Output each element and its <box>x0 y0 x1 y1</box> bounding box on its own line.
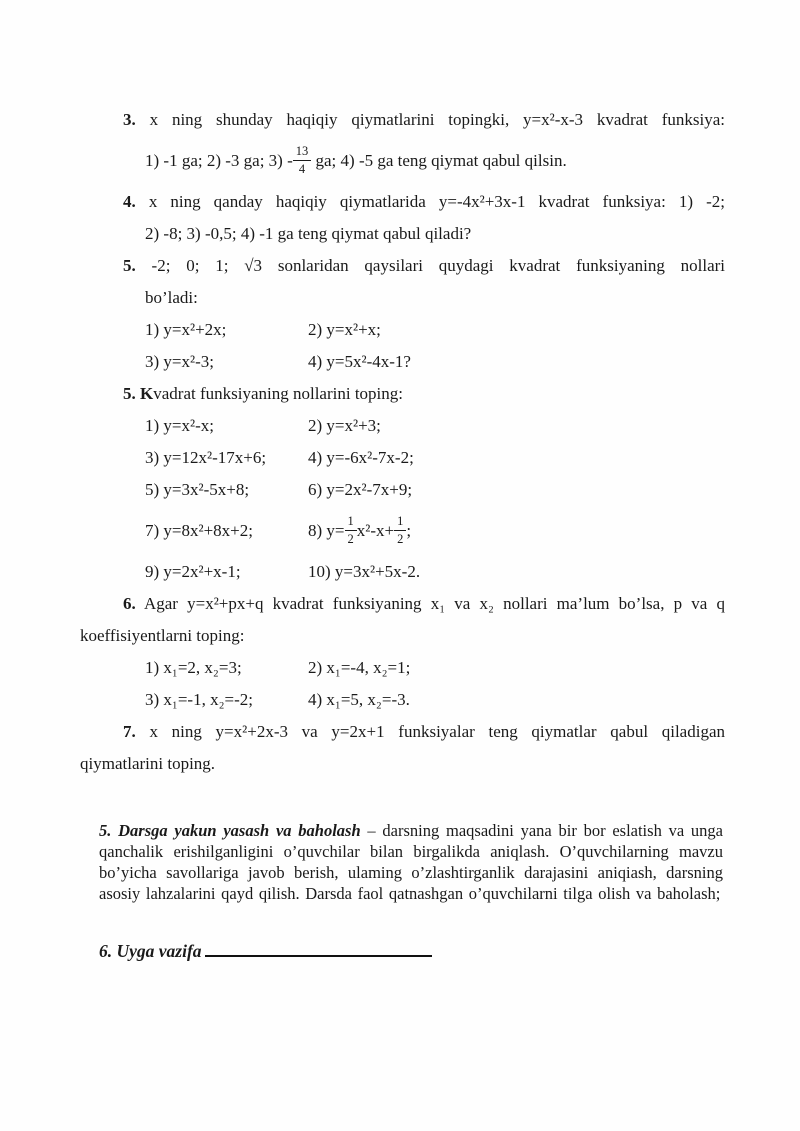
option-item: 2) x₁=-4, x₂=1; <box>308 658 411 677</box>
homework-label: 6. Uyga vazifa <box>99 941 202 961</box>
problem-5-text: -2; 0; 1; √3 sonlaridan qaysilari quydagi kvadrat funksiyaning nollari <box>135 256 725 275</box>
problem-4-number: 4. <box>123 192 136 211</box>
problem-4-intro <box>80 186 725 218</box>
problem-6-options-row-2 <box>80 684 725 716</box>
problem-5b-options-row-4 <box>80 506 725 556</box>
problem-6-intro <box>80 588 725 620</box>
lesson-summary-paragraph <box>99 820 723 904</box>
fraction-denominator: 2 <box>397 531 404 546</box>
problem-4-text: x ning qanday haqiqiy qiymatlarida y=-4x²+3x-1 kvadrat funksiya: 1) -2; <box>135 192 725 211</box>
problem-6-number: 6. <box>123 594 136 613</box>
problem-5b-options-row-3 <box>80 474 725 506</box>
option-item: 3) y=x²-3; <box>145 352 214 371</box>
problem-5-line2: bo’ladi: <box>145 288 198 307</box>
option-8-prefix: 8) y= <box>308 521 345 540</box>
option-item: 2) y=x²+x; <box>308 320 381 339</box>
problem-3-number: 3. <box>123 110 136 129</box>
problem-5-number: 5. <box>123 256 136 275</box>
problem-7-number: 7. <box>123 722 136 741</box>
option-item: 4) y=-6x²-7x-2; <box>308 448 414 467</box>
problem-5b-options-row-2 <box>80 442 725 474</box>
summary-lead: 5. Darsga yakun yasash va baholash <box>99 821 361 840</box>
problem-3-text: x ning shunday haqiqiy qiymatlarini topingki, y=x²-x-3 kvadrat funksiya: <box>135 110 725 129</box>
fraction-13-4 <box>293 144 312 176</box>
problem-5b-text: vadrat funksiyaning nollarini toping: <box>153 384 403 403</box>
option-item: 3) x₁=-1, x₂=-2; <box>145 690 253 709</box>
problem-6-options-row-1 <box>80 652 725 684</box>
problem-4-line2: 2) -8; 3) -0,5; 4) -1 ga teng qiymat qabul qiladi? <box>145 224 472 243</box>
problem-3-options <box>80 136 725 186</box>
option-item: 1) y=x²-x; <box>145 416 214 435</box>
problem-5b-bold-initial: K <box>135 384 154 403</box>
problem-5b-header <box>80 378 725 410</box>
problem-5-options-row-1 <box>80 314 725 346</box>
option-item: 1) y=x²+2x; <box>145 320 227 339</box>
problem-5b-options-row-1 <box>80 410 725 442</box>
option-item-with-fractions <box>308 514 412 546</box>
option-item: 3) y=12x²-17x+6; <box>145 448 267 467</box>
problem-3-intro <box>80 104 725 136</box>
fraction-numerator: 1 <box>394 514 406 530</box>
option-8-suffix: ; <box>406 521 412 540</box>
worksheet-content <box>80 104 725 966</box>
problem-7-line2: qiymatlarini toping. <box>80 754 216 773</box>
option-item: 1) x₁=2, x₂=3; <box>145 658 242 677</box>
option-item: 10) y=3x²+5x-2. <box>308 562 421 581</box>
fraction-1-2 <box>394 514 406 546</box>
homework-line <box>99 936 725 966</box>
problem-7-text: x ning y=x²+2x-3 va y=2x+1 funksiyalar teng qiymatlar qabul qiladigan <box>135 722 725 741</box>
problem-5-options-row-2 <box>80 346 725 378</box>
option-item: 6) y=2x²-7x+9; <box>308 480 413 499</box>
problem-3-options-after: ga; 4) -5 ga teng qiymat qabul qilsin. <box>311 151 567 170</box>
fraction-numerator: 1 <box>345 514 357 530</box>
problem-6-line2: koeffisiyentlarni toping: <box>80 626 245 645</box>
problem-3-options-before: 1) -1 ga; 2) -3 ga; 3) - <box>145 151 293 170</box>
option-8-middle: x²-x+ <box>356 521 395 540</box>
problem-5b-number: 5. <box>123 384 136 403</box>
option-item: 4) x₁=5, x₂=-3. <box>308 690 410 709</box>
option-item: 9) y=2x²+x-1; <box>145 562 241 581</box>
problem-6-text: Agar y=x²+px+q kvadrat funksiyaning x₁ va x₂ nollari ma’lum bo’lsa, p va q <box>135 594 725 613</box>
fraction-denominator: 2 <box>347 531 354 546</box>
fraction-numerator: 13 <box>293 144 312 160</box>
option-item: 5) y=3x²-5x+8; <box>145 480 250 499</box>
homework-blank-line <box>205 938 432 958</box>
fraction-denominator: 4 <box>298 161 306 176</box>
summary-body: – darsning maqsadini yana bir bor eslatish va unga qanchalik erishilganligini o’quvchilar bilan birgalikda aniqlash. O’quvchilarning mavzu bo’yicha savollariga javob berish, ulaming o’zlashtirganlik darajasini aniqiash, darsning asosiy lahzalarini qayd qilish. Darsda faol qatnashgan o’quvchilarni tilga olish va baholash; <box>99 821 723 903</box>
problem-5b-options-row-5 <box>80 556 725 588</box>
fraction-1-2 <box>345 514 357 546</box>
problem-7-intro <box>80 716 725 748</box>
option-item: 4) y=5x²-4x-1? <box>308 352 411 371</box>
option-item: 7) y=8x²+8x+2; <box>145 521 253 540</box>
option-item: 2) y=x²+3; <box>308 416 381 435</box>
problem-5-intro <box>80 250 725 282</box>
